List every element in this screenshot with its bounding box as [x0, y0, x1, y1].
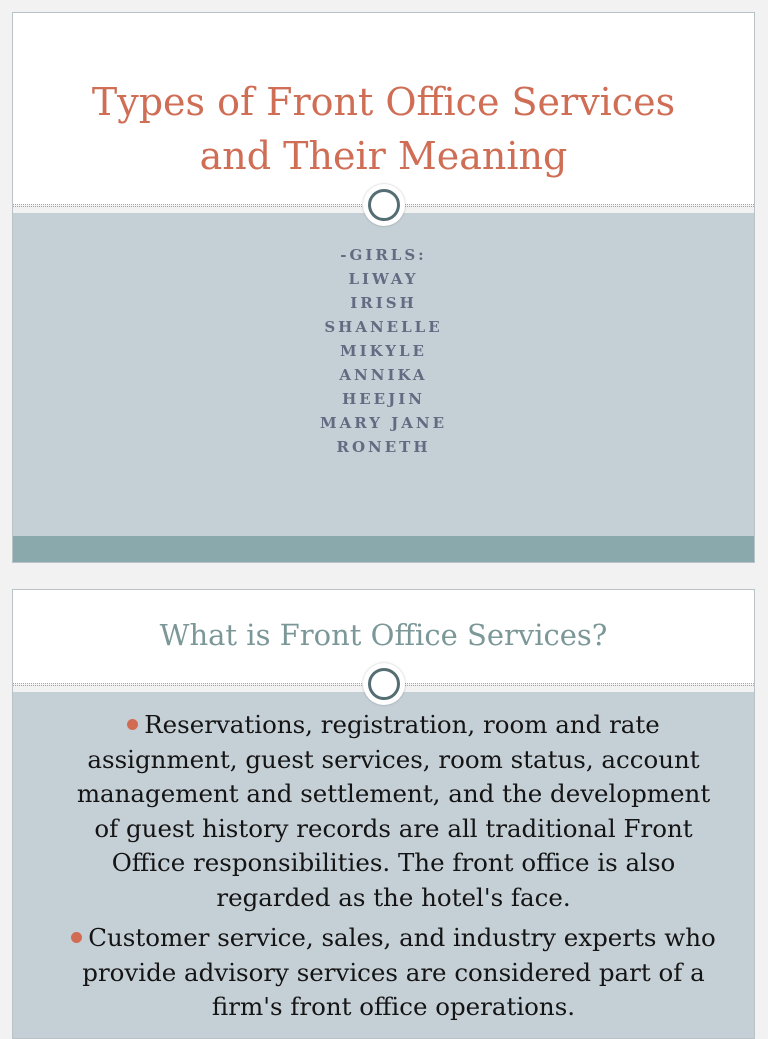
author-name: IRISH [350, 294, 417, 312]
title-line-1: Types of Front Office Services [91, 80, 676, 124]
footer-band [13, 536, 754, 562]
presentation-title [33, 75, 734, 183]
title-slide [12, 12, 755, 563]
author-name: MIKYLE [340, 342, 427, 360]
title-line-2: and Their Meaning [199, 134, 568, 178]
slide-title: What is Front Office Services? [159, 618, 608, 652]
circle-ornament-icon [363, 663, 405, 705]
author-name: RONETH [336, 438, 431, 456]
title-header [13, 13, 754, 205]
content-slide [12, 589, 755, 1039]
bullet-item [63, 921, 724, 1025]
circle-ornament-icon [363, 184, 405, 226]
author-name: ANNIKA [339, 366, 428, 384]
bullet-dot-icon [127, 719, 138, 730]
author-name: HEEJIN [342, 390, 425, 408]
bullet-text: Reservations, registration, room and rate assignment, guest services, room status, account management and settlement, and the development of guest history records are all traditional Front Office responsibilities. The front office is also regarded as the hotel's face. [76, 710, 711, 912]
bullet-list [63, 708, 724, 1031]
bullet-item [63, 708, 724, 915]
author-list [13, 243, 754, 459]
author-name: MARY JANE [319, 414, 448, 432]
author-name: SHANELLE [324, 318, 443, 336]
author-name: LIWAY [348, 270, 419, 288]
bullet-dot-icon [71, 932, 82, 943]
bullet-text: Customer service, sales, and industry experts who provide advisory services are considered part of a firm's front office operations. [82, 923, 716, 1021]
authors-heading: -GIRLS: [340, 246, 427, 264]
